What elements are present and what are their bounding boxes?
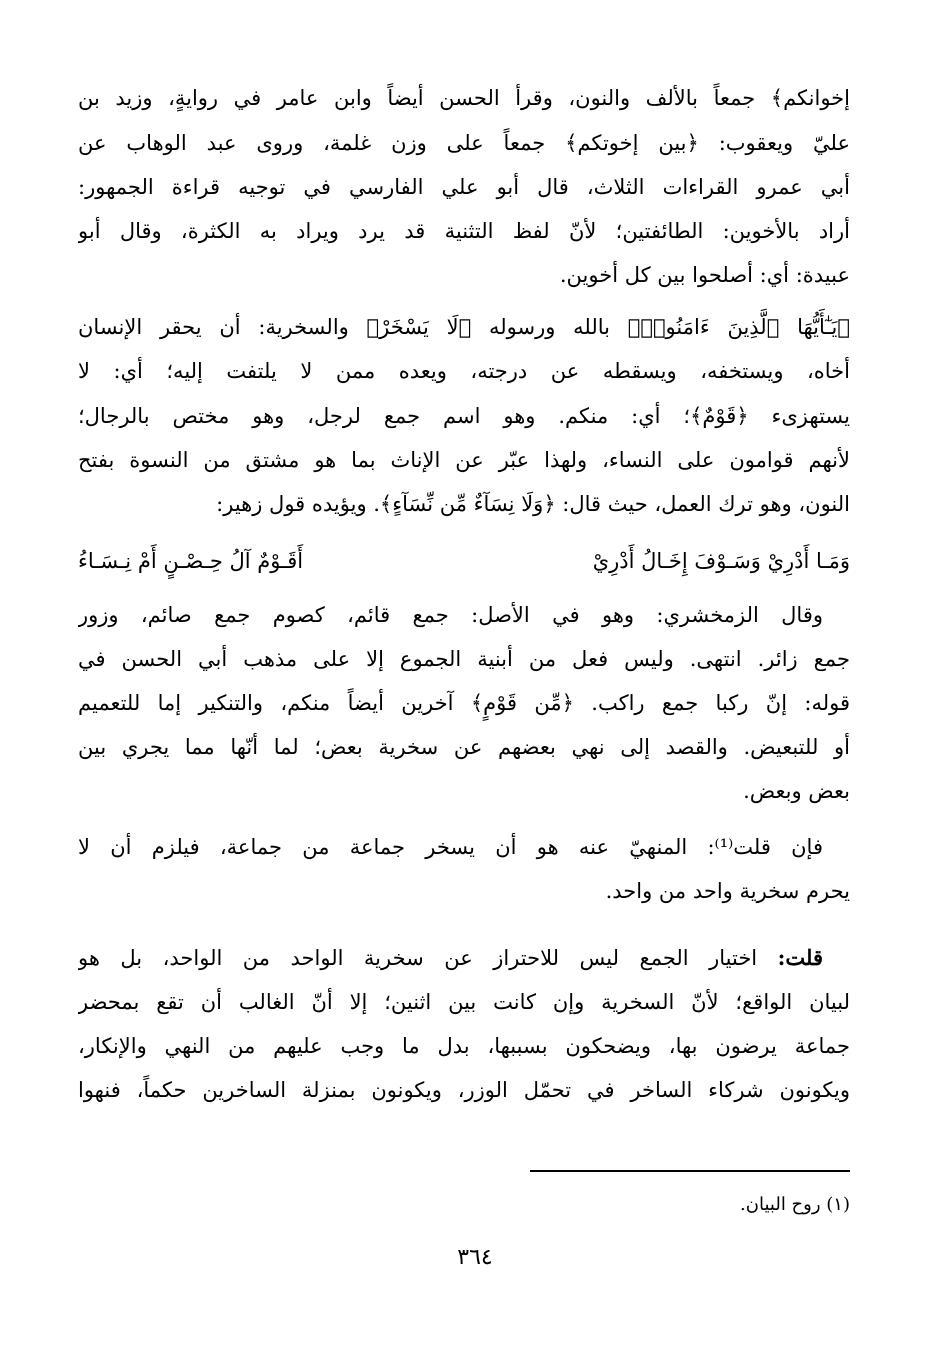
text-line-with-lead (78, 937, 823, 979)
footnote-separator (530, 1170, 850, 1172)
text-line: عليّ ويعقوب: ﴿بين إخوتكم﴾ جمعاً على وزن غلمة، وروى عبد الوهاب عن (78, 131, 850, 155)
text-line: لأنهم قوامون على النساء، ولهذا عبّر عن الإناث بما هو مشتق من النسوة بفتح (78, 448, 850, 472)
text-line: يستهزىء ﴿قَوْمٌ﴾؛ أي: منكم. وهو اسم جمع لرجل، وهو مختص بالرجال؛ (78, 404, 850, 428)
text-line: إخوانكم﴾ جمعاً بالألف والنون، وقرأ الحسن أيضاً وابن عامر في روايةٍ، وزيد بن (78, 86, 850, 110)
text-line: لبيان الواقع؛ لأنّ السخرية وإن كانت بين اثنين؛ إلا أنّ الغالب أن تقع بمحضر (78, 990, 850, 1014)
text-line: أخاه، ويستخفه، ويسقطه عن درجته، ويعده ممن لا يلتفت إليه؛ أي: لا (78, 359, 850, 383)
lead-word: قلت: (777, 945, 823, 970)
text-line: النون، وهو ترك العمل، حيث قال: ﴿وَلَا نِسَآءٌ مِّن نِّسَآءٍ﴾. ويؤيده قول زهير: (216, 492, 850, 516)
text-line: فإن قلت⁽¹⁾: المنهيّ عنه هو أن يسخر جماعة من جماعة، فيلزم أن لا (78, 835, 823, 859)
verse-second-hemistich: أَقَـوْمٌ آلُ حِـصْـنٍ أَمْ نِـسَـاءُ (78, 549, 304, 573)
text-line: أو للتبعيض. والقصد إلى نهي بعضهم عن سخرية بعض؛ لما أنّها مما يجري بين (78, 735, 850, 759)
verse-first-hemistich: وَمَـا أَدْرِيْ وَسَـوْفَ إِخَـالُ أَدْرِيْ (592, 549, 850, 573)
text-line: وقال الزمخشري: وهو في الأصل: جمع قائم، كصوم جمع صائم، وزور (78, 603, 823, 627)
text-line: جماعة يرضون بها، ويضحكون بسببها، بدل ما وجب عليهم من النهي والإنكار، (78, 1034, 850, 1058)
text-line: ويكونون شركاء الساخر في تحمّل الوزر، ويكونون بمنزلة الساخرين حكماً، فنهوا (78, 1078, 850, 1102)
text-line: قوله: إنّ ركبا جمع راكب. ﴿مِّن قَوْمٍ﴾ آخرين أيضاً منكم، والتنكير إما للتعميم (78, 691, 850, 715)
text-line: جمع زائر. انتهى. وليس فعل من أبنية الجموع إلا على مذهب أبي الحسن في (78, 647, 850, 671)
text-line: بعض وبعض. (743, 779, 850, 803)
text-line: عبيدة: أي: أصلحوا بين كل أخوين. (559, 263, 850, 287)
text-line: أبي عمرو القراءات الثلاث، قال أبو علي الفارسي في توجيه قراءة الجمهور: (78, 175, 850, 199)
text-line: يحرم سخرية واحد من واحد. (605, 879, 850, 903)
lead-line-rest: اختيار الجمع ليس للاحتراز عن سخرية الواحد من الواحد، بل هو (78, 946, 778, 970)
footnote: (١) روح البيان. (740, 1194, 850, 1215)
page-number: ٣٦٤ (457, 1245, 493, 1270)
text-line: ﴿يَـٰٓأَيُّهَا ٱلَّذِينَ ءَامَنُوا۟﴾ بالله ورسوله ﴿لَا يَسْخَرْ﴾ والسخرية: أن يحقر الإنسان (78, 315, 850, 339)
text-line: أراد بالأخوين: الطائفتين؛ لأنّ لفظ التثنية قد يرد ويراد به الكثرة، وقال أبو (78, 219, 850, 243)
